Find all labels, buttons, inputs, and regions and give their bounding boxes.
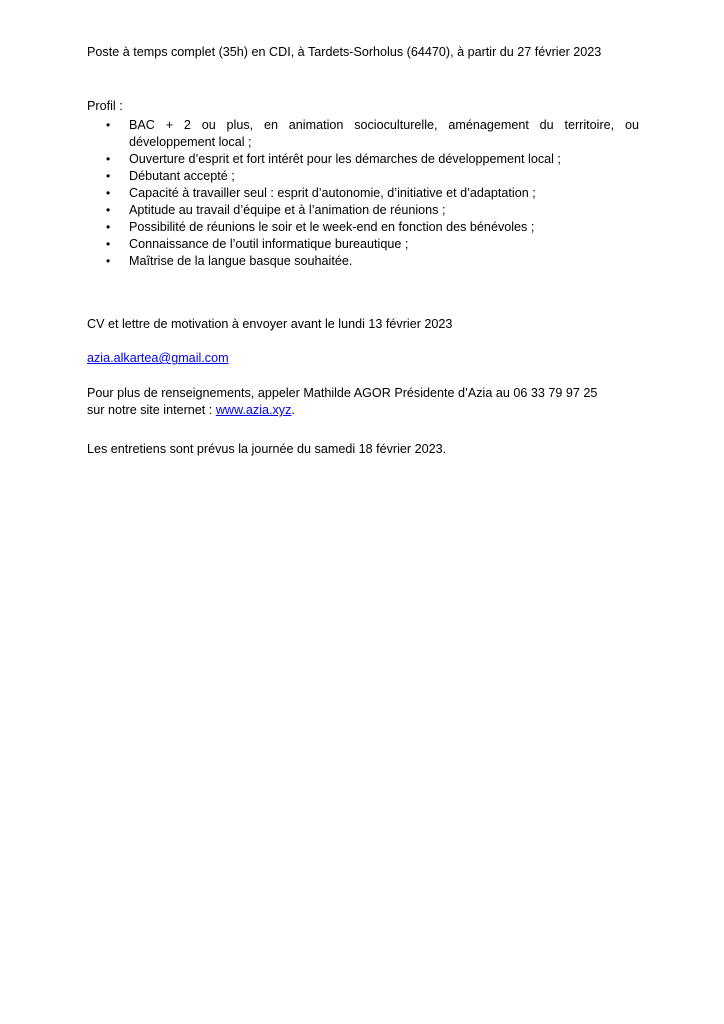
bullet-icon: • xyxy=(106,237,111,251)
list-item-text: Maîtrise de la langue basque souhaitée. xyxy=(129,254,353,268)
bullet-icon: • xyxy=(106,169,111,183)
list-item-text: Ouverture d’esprit et fort intérêt pour les démarches de développement local ; xyxy=(129,152,561,166)
profil-list xyxy=(87,117,639,270)
bullet-icon: • xyxy=(106,152,111,166)
email-paragraph xyxy=(87,350,639,367)
list-item xyxy=(87,168,639,185)
contact-info xyxy=(87,385,639,419)
bullet-icon: • xyxy=(106,220,111,234)
bullet-icon: • xyxy=(106,203,111,217)
list-item-text: Connaissance de l’outil informatique bureautique ; xyxy=(129,237,409,251)
list-item-text: Capacité à travailler seul : esprit d’autonomie, d’initiative et d’adaptation ; xyxy=(129,186,536,200)
list-item xyxy=(87,117,639,151)
list-item xyxy=(87,253,639,270)
bullet-icon: • xyxy=(106,186,111,200)
email-link[interactable]: azia.alkartea@gmail.com xyxy=(87,351,229,365)
interview-date: Les entretiens sont prévus la journée du samedi 18 février 2023. xyxy=(87,442,447,456)
website-prefix: sur notre site internet : xyxy=(87,403,216,417)
list-item-text: Possibilité de réunions le soir et le week-end en fonction des bénévoles ; xyxy=(129,220,535,234)
list-item xyxy=(87,236,639,253)
list-item-text: Aptitude au travail d’équipe et à l’animation de réunions ; xyxy=(129,203,446,217)
list-item xyxy=(87,185,639,202)
job-intro: Poste à temps complet (35h) en CDI, à Tardets-Sorholus (64470), à partir du 27 février 2023 xyxy=(87,45,602,59)
website-link[interactable]: www.azia.xyz xyxy=(215,403,292,417)
list-item-text: Débutant accepté ; xyxy=(129,169,235,183)
list-item xyxy=(87,202,639,219)
cv-deadline: CV et lettre de motivation à envoyer avant le lundi 13 février 2023 xyxy=(87,317,453,331)
list-item-text: BAC + 2 ou plus, en animation socioculturelle, aménagement du territoire, ou développement local ; xyxy=(129,118,639,149)
list-item xyxy=(87,219,639,236)
contact-info-line: Pour plus de renseignements, appeler Mathilde AGOR Présidente d’Azia au 06 33 79 97 25 xyxy=(87,386,598,400)
bullet-icon: • xyxy=(106,118,111,132)
profil-heading: Profil : xyxy=(87,99,123,113)
bullet-icon: • xyxy=(106,254,111,268)
website-suffix: . xyxy=(291,403,295,417)
list-item xyxy=(87,151,639,168)
